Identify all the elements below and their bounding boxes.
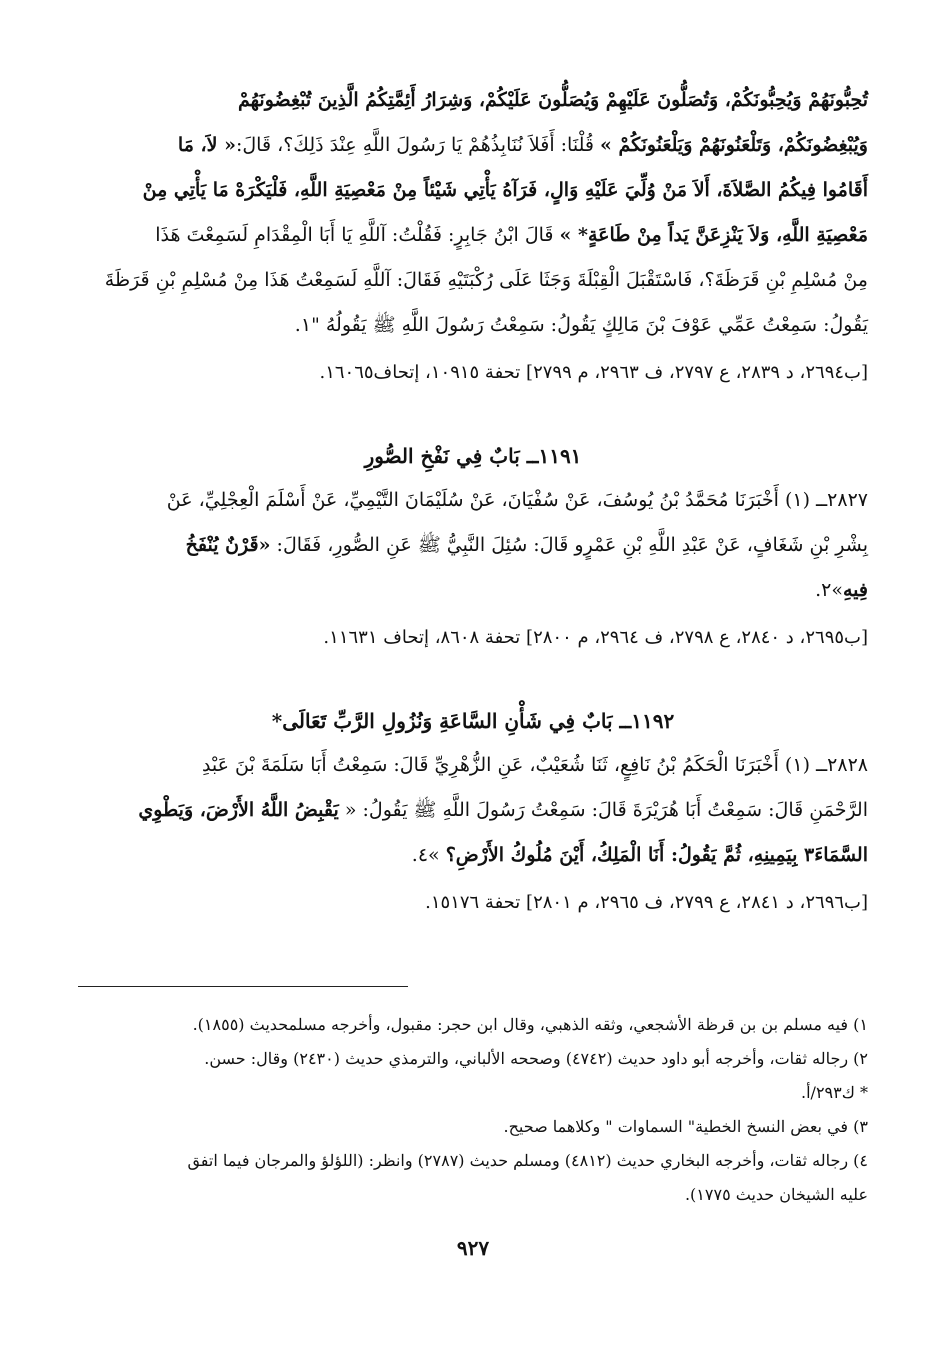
hadith-2828-line-3b: »٤.: [411, 844, 446, 866]
chapter-heading-1192: ١١٩٢ــ بَابٌ فِي شَأْنِ السَّاعَةِ وَنُزُولِ الرَّبِّ تَعَالَى*: [271, 709, 675, 733]
chapter-heading-1191: ١١٩١ــ بَابٌ فِي نَفْخِ الصُّورِ: [364, 444, 582, 468]
intro-line-2b: قُلْنَا: أَفَلاَ نُنَابِذُهُمْ يَا رَسُولَ اللَّهِ عِنْدَ ذَلِكَ؟، قَالَ:: [235, 134, 600, 156]
hadith-2828-line-1: ٢٨٢٨ــ (١) أَخْبَرَنَا الْحَكَمُ بْنُ نَافِعٍ، ثَنَا شُعَيْبٌ، عَنِ الزُّهْرِيِّ قَالَ: سَمِعْتُ أَبَا سَلَمَةَ بْنَ عَبْدِ: [201, 754, 868, 776]
hadith-2828: [78, 743, 868, 878]
intro-line-3: أَقَامُوا فِيكُمُ الصَّلاَةَ، أَلاَ مَنْ وُلِّيَ عَلَيْهِ وَالٍ، فَرَآهُ يَأْتِي شَيْئاً مِنْ مَعْصِيَةِ اللَّهِ، فَلْيَكْرَهْ مَا يَأْتِي مِنْ: [142, 179, 868, 201]
hadith-2828-line-3a: السَّمَاءَ٣ بِيَمِينِهِ، ثُمَّ يَقُولُ: أَنَا الْمَلِكُ، أَيْنَ مُلُوكُ الأَرْضِ؟: [445, 844, 868, 866]
hadith-2828-line-2b: يَقْبِضُ اللَّهُ الأَرْضَ، وَيَطْوِي: [138, 799, 339, 821]
footnote-1: ١) فيه مسلم بن بن قرظة الأشجعي، وثقه الذهبي، وقال ابن حجر: مقبول، وأخرجه مسلمحديث (١٨٥٥).: [192, 1015, 868, 1034]
footnote-4: ٤) رجاله ثقات، وأخرجه البخاري حديث (٤٨١٢) ومسلم حديث (٢٧٨٧) وانظر: (اللؤلؤ والمرجان فيما اتفق: [187, 1151, 868, 1170]
hadith-2827-line-3a: فِيهِ: [842, 579, 868, 601]
footnote-3: ٣) في بعض النسخ الخطية" السماوات " وكلاهما صحيح.: [503, 1117, 868, 1136]
footnote-2-note: * ك٢٩٣/أ.: [801, 1083, 868, 1102]
footnotes: [78, 1008, 868, 1212]
hadith-2827-line-2a: بِشْرِ بْنِ شَغَافٍ، عَنْ عَبْدِ اللَّهِ بْنِ عَمْرٍو قَالَ: سُئِلَ النَّبِيُّ ﷺ عَنِ الصُّورِ، فَقَالَ:: [270, 534, 868, 556]
footnote-2: ٢) رجاله ثقات، وأخرجه أبو داود حديث (٤٧٤٢) وصححه الألباني، والترمذي حديث (٢٤٣٠) وقال: حسن.: [204, 1049, 868, 1068]
footnote-divider: [78, 986, 408, 987]
intro-line-2a: وَيُبْغِضُونَكُمْ، وَتَلْعَنُونَهُمْ وَيَلْعَنُونَكُمْ »: [600, 134, 868, 156]
intro-line-5: مِنْ مُسْلِمِ بْنِ قَرَظَةَ؟، فَاسْتَقْبَلَ الْقِبْلَةَ وَجَثَا عَلَى رُكْبَتَيْهِ فَقَالَ: آللَّهِ لَسَمِعْتُ هَذَا مِنْ مُسْلِمِ بْنِ قَرَظَةَ: [104, 269, 868, 291]
hadith-2827-reference: [ب٢٦٩٥، د ٢٨٤٠، ع ٢٧٩٨، ف ٢٩٦٤، م ٢٨٠٠] تحفة ٨٦٠٨، إتحاف ١١٦٣١.: [323, 627, 868, 648]
hadith-2827-line-2b: «قَرْنٌ يُنْفَخُ: [185, 534, 271, 556]
hadith-2827-line-1: ٢٨٢٧ــ (١) أَخْبَرَنَا مُحَمَّدُ بْنُ يُوسُفَ، عَنْ سُفْيَانَ، عَنْ سُلَيْمَانَ التَّيْمِيِّ، عَنْ أَسْلَمَ الْعِجْلِيِّ، عَنْ: [166, 489, 868, 511]
intro-reference: [ب٢٦٩٤، د ٢٨٣٩، ع ٢٧٩٧، ف ٢٩٦٣، م ٢٧٩٩] تحفة ١٠٩١٥، إتحاف١٦٠٦٥.: [319, 362, 868, 383]
hadith-2828-line-2a: الرَّحْمَنِ قَالَ: سَمِعْتُ أَبَا هُرَيْرَةَ قَالَ: سَمِعْتُ رَسُولَ اللَّهِ ﷺ يَقُولُ: «: [338, 799, 868, 821]
hadith-2827: [78, 478, 868, 613]
hadith-2828-reference: [ب٢٦٩٦، د ٢٨٤١، ع ٢٧٩٩، ف ٢٩٦٥، م ٢٨٠١] تحفة ١٥١٧٦.: [425, 892, 868, 913]
footnote-4-cont: عليه الشيخان حديث ١٧٧٥).: [684, 1185, 868, 1204]
intro-paragraph: [78, 78, 868, 348]
intro-line-2c: « لاَ، مَا: [177, 134, 236, 156]
intro-line-4b: قَالَ ابْنُ جَابِرٍ: فَقُلْتُ: آللَّهِ يَا أَبَا الْمِقْدَامِ لَسَمِعْتَ هَذَا: [155, 224, 560, 246]
intro-line-6: يَقُولُ: سَمِعْتُ عَمِّي عَوْفَ بْنَ مَالِكٍ يَقُولُ: سَمِعْتُ رَسُولَ اللَّهِ ﷺ يَقُولُهُ "١.: [294, 314, 868, 336]
intro-line-4a: مَعْصِيَةِ اللَّهِ، وَلاَ يَنْزِعَنَّ يَداً مِنْ طَاعَةٍ* »: [559, 224, 868, 246]
page: [78, 78, 868, 1331]
page-number: ٩٢٧: [456, 1236, 490, 1260]
intro-line-1: تُحِبُّونَهُمْ وَيُحِبُّونَكُمْ، وَتُصَلُّونَ عَلَيْهِمْ وَيُصَلُّونَ عَلَيْكُمْ، وَشِرَارُ أَئِمَّتِكُمُ الَّذِينَ تُبْغِضُونَهُمْ: [238, 89, 868, 111]
hadith-2827-line-3b: »٢.: [815, 579, 843, 601]
